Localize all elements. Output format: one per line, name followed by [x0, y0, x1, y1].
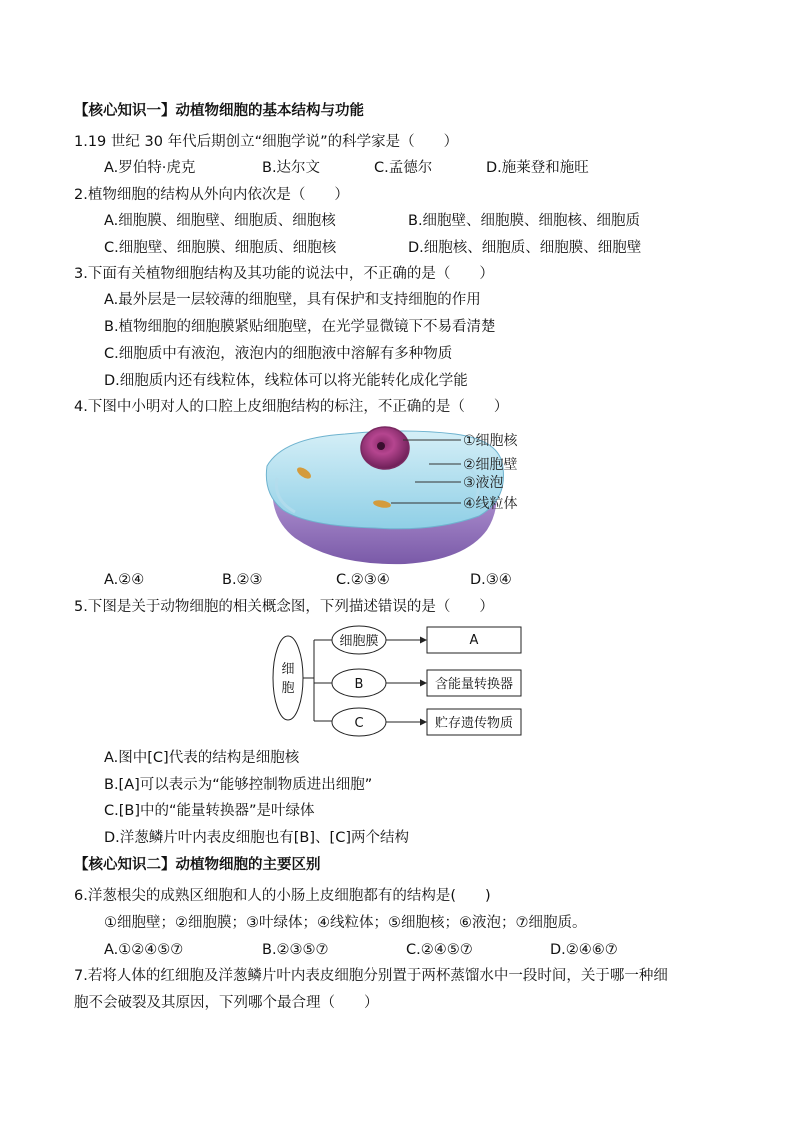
node-c: C: [354, 716, 364, 731]
q6-items: ①细胞壁；②细胞膜；③叶绿体；④线粒体；⑤细胞核；⑥液泡；⑦细胞质。: [104, 915, 587, 931]
nucleus-shape: [361, 427, 409, 469]
question-7-stem-line-1: 7.若将人体的红细胞及洋葱鳞片叶内表皮细胞分别置于两杯蒸馏水中一段时间，关于哪一种细: [74, 968, 668, 984]
q1-option-c: C.孟德尔: [374, 160, 433, 176]
q3-option-a: A.最外层是一层较薄的细胞壁，具有保护和支持细胞的作用: [104, 292, 481, 308]
q4-option-a: A.②④: [104, 572, 145, 588]
q5-option-d: D.洋葱鳞片叶内表皮细胞也有[B]、[C]两个结构: [104, 830, 409, 846]
question-3-stem: 3.下面有关植物细胞结构及其功能的说法中，不正确的是（ ）: [74, 266, 494, 282]
label-mitochondria: ④线粒体: [463, 496, 518, 512]
cheek-cell-figure: [255, 420, 540, 568]
question-6-stem: 6.洋葱根尖的成熟区细胞和人的小肠上皮细胞都有的结构是( ): [74, 888, 491, 904]
q5-option-a: A.图中[C]代表的结构是细胞核: [104, 750, 300, 766]
q1-option-b: B.达尔文: [262, 160, 321, 176]
root-label-char-1: 细: [281, 662, 295, 677]
q3-option-c: C.细胞质中有液泡，液泡内的细胞液中溶解有多种物质: [104, 346, 453, 362]
q4-option-d: D.③④: [470, 572, 512, 588]
q4-option-c: C.②③④: [336, 572, 390, 588]
question-5-stem: 5.下图是关于动物细胞的相关概念图，下列描述错误的是（ ）: [74, 599, 494, 615]
q5-option-b: B.[A]可以表示为“能够控制物质进出细胞”: [104, 777, 373, 793]
q6-option-d: D.②④⑥⑦: [550, 942, 618, 958]
q3-option-b: B.植物细胞的细胞膜紧贴细胞壁，在光学显微镜下不易看清楚: [104, 319, 496, 335]
node-b: B: [354, 677, 364, 692]
box-a-label: A: [469, 633, 479, 648]
arrow-head: [420, 680, 427, 687]
question-1-stem: 1.19 世纪 30 年代后期创立“细胞学说”的科学家是（ ）: [74, 134, 459, 150]
q1-option-a: A.罗伯特·虎克: [104, 160, 196, 176]
concept-map: [268, 622, 528, 740]
label-cell-wall: ②细胞壁: [463, 457, 518, 473]
node-membrane: 细胞膜: [339, 634, 379, 649]
q2-option-b: B.细胞壁、细胞膜、细胞核、细胞质: [408, 213, 641, 229]
q6-option-b: B.②③⑤⑦: [262, 942, 329, 958]
box-c-label: 贮存遗传物质: [434, 716, 514, 731]
q6-option-a: A.①②④⑤⑦: [104, 942, 184, 958]
q2-option-d: D.细胞核、细胞质、细胞膜、细胞壁: [408, 240, 642, 256]
root-label-char-2: 胞: [281, 681, 295, 696]
box-b-label: 含能量转换器: [434, 677, 514, 692]
root-ellipse: [273, 636, 303, 720]
q2-option-c: C.细胞壁、细胞膜、细胞质、细胞核: [104, 240, 337, 256]
q5-option-c: C.[B]中的“能量转换器”是叶绿体: [104, 803, 315, 819]
question-4-stem: 4.下图中小明对人的口腔上皮细胞结构的标注，不正确的是（ ）: [74, 399, 509, 415]
section-title: 【核心知识二】动植物细胞的主要区别: [74, 857, 321, 873]
q6-option-c: C.②④⑤⑦: [406, 942, 473, 958]
arrow-head: [420, 637, 427, 644]
q2-option-a: A.细胞膜、细胞壁、细胞质、细胞核: [104, 213, 336, 229]
arrow-head: [420, 719, 427, 726]
nucleolus-shape: [377, 442, 385, 450]
section-title: 【核心知识一】动植物细胞的基本结构与功能: [74, 103, 364, 119]
label-vacuole: ③液泡: [463, 475, 504, 491]
q1-option-d: D.施莱登和施旺: [486, 160, 589, 176]
label-nucleus: ①细胞核: [463, 433, 518, 449]
question-7-stem-line-2: 胞不会破裂及其原因，下列哪个最合理（ ）: [74, 995, 379, 1011]
q3-option-d: D.细胞质内还有线粒体，线粒体可以将光能转化成化学能: [104, 373, 468, 389]
q4-option-b: B.②③: [222, 572, 263, 588]
question-2-stem: 2.植物细胞的结构从外向内依次是（ ）: [74, 187, 349, 203]
